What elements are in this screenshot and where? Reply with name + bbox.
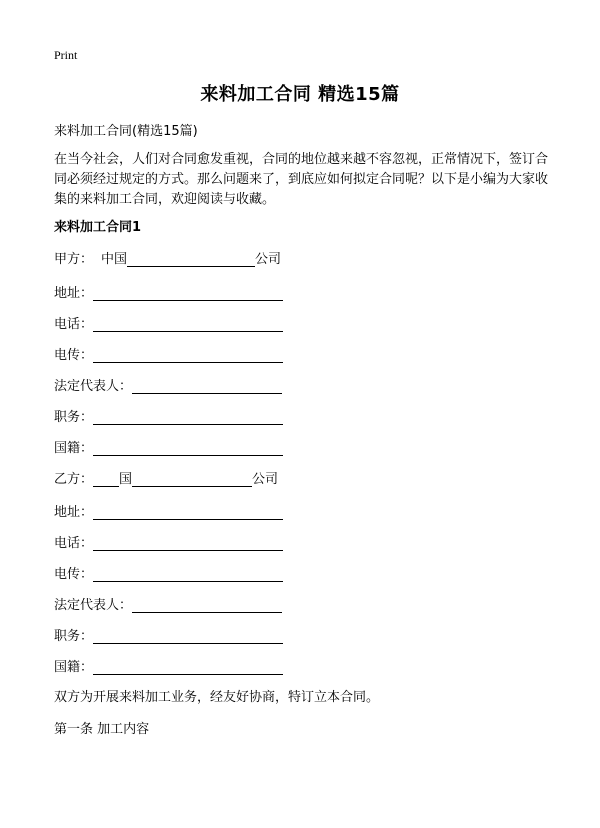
party-a-position-blank: [93, 410, 283, 425]
party-a-fax-blank: [93, 348, 283, 363]
article-1-heading: 第一条 加工内容: [54, 722, 150, 737]
party-a-fax-row: [54, 344, 283, 363]
party-a-nationality-blank: [93, 441, 283, 456]
party-b-position-blank: [93, 629, 283, 644]
party-a-company-blank: [127, 252, 255, 267]
party-b-company-blank: [132, 472, 252, 487]
party-b-phone-label: 电话：: [54, 536, 94, 551]
agreement-paragraph: 双方为开展来料加工业务，经友好协商，特订立本合同。: [54, 690, 380, 705]
party-a-phone-blank: [93, 317, 283, 332]
party-b-label: 乙方：: [54, 472, 94, 487]
party-a-address-label: 地址：: [54, 286, 94, 301]
party-b-address-label: 地址：: [54, 505, 94, 520]
party-a-phone-label: 电话：: [54, 317, 94, 332]
party-a-position-label: 职务：: [54, 410, 94, 425]
party-b-nationality-row: [54, 656, 283, 675]
party-b-legal-rep-row: [54, 594, 282, 613]
party-a-position-row: [54, 406, 283, 425]
party-b-country-blank: [93, 472, 119, 487]
party-b-position-row: [54, 625, 283, 644]
party-b-fax-row: [54, 563, 283, 582]
party-a-address-blank: [93, 286, 283, 301]
party-b-legal-rep-blank: [132, 598, 282, 613]
party-a-company-suffix: 公司: [255, 252, 282, 267]
party-a-label: 甲方：: [54, 252, 94, 267]
page-title: 来料加工合同 精选15篇: [200, 84, 400, 105]
party-b-address-row: [54, 501, 283, 520]
party-b-fax-blank: [93, 567, 283, 582]
section-heading: 来料加工合同1: [54, 220, 142, 235]
party-b-position-label: 职务：: [54, 629, 94, 644]
intro-paragraph: 在当今社会，人们对合同愈发重视，合同的地位越来越不容忽视，正常情况下，签订合同必须经过规定的方式。那么问题来了，到底应如何拟定合同呢？以下是小编为大家收集的来料加工合同，欢迎阅读与收藏。: [54, 152, 549, 207]
party-b-legal-rep-label: 法定代表人：: [54, 598, 133, 613]
document-subtitle: 来料加工合同(精选15篇): [54, 124, 198, 139]
party-b-nationality-blank: [93, 660, 283, 675]
party-a-legal-rep-label: 法定代表人：: [54, 379, 133, 394]
party-a-legal-rep-blank: [132, 379, 282, 394]
party-b-company-suffix: 公司: [252, 472, 279, 487]
party-a-legal-rep-row: [54, 375, 282, 394]
party-b-row: [54, 468, 278, 487]
party-a-nationality-row: [54, 437, 283, 456]
party-a-nationality-label: 国籍：: [54, 441, 94, 456]
party-a-country: 中国: [101, 252, 128, 267]
party-b-nationality-label: 国籍：: [54, 660, 94, 675]
party-b-address-blank: [93, 505, 283, 520]
party-b-fax-label: 电传：: [54, 567, 94, 582]
party-b-phone-blank: [93, 536, 283, 551]
party-a-address-row: [54, 282, 283, 301]
print-link[interactable]: Print: [54, 48, 78, 62]
party-a-phone-row: [54, 313, 283, 332]
party-a-row: [54, 248, 281, 267]
party-b-country: 国: [119, 472, 133, 487]
party-a-fax-label: 电传：: [54, 348, 94, 363]
party-b-phone-row: [54, 532, 283, 551]
